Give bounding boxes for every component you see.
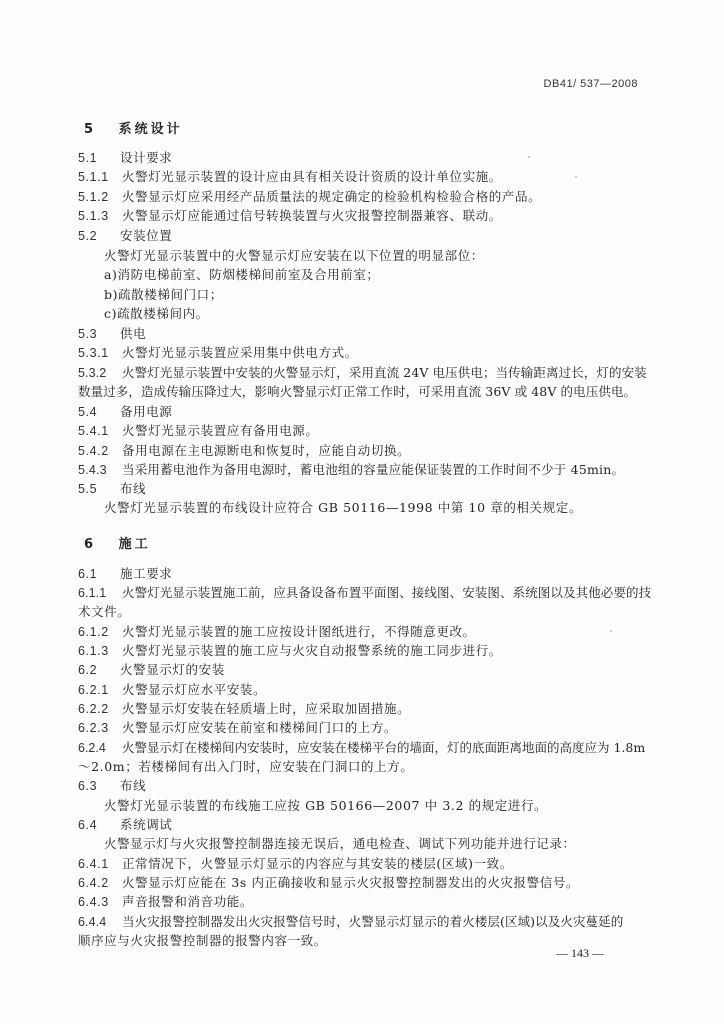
clause-line: [78, 720, 397, 736]
paragraph-line: 火警灯光显示装置中的火警显示灯应安装在以下位置的明显部位：: [104, 248, 484, 263]
clause-number: 6.3: [78, 779, 98, 793]
clause-text: 安装位置: [120, 228, 173, 243]
clause-line: [78, 817, 172, 833]
clause-text: 火警显示灯安装在轻质墙上时，应采取加固措施。: [122, 701, 411, 716]
clause-line: [78, 169, 502, 185]
clause-text: 系统调试: [120, 817, 173, 832]
clause-line: [78, 443, 410, 459]
list-item: b)疏散楼梯间门口；: [104, 287, 223, 302]
clause-line: [78, 462, 624, 478]
clause-number: 6.2: [78, 663, 98, 677]
clause-text: 火警显示灯应水平安装。: [122, 682, 267, 697]
paragraph-line: 数量过多，造成传输压降过大，影响火警显示灯正常工作时，可采用直流 36V 或 48V 的电压供电。: [78, 384, 637, 399]
clause-number: 5.4.2: [78, 444, 109, 458]
clause-line: [78, 778, 146, 794]
clause-number: 6.1.2: [78, 625, 109, 639]
clause-text: 备用电源在主电源断电和恢复时，应能自动切换。: [122, 443, 411, 458]
standard-code: DB41/ 537—2008: [543, 78, 638, 90]
paragraph-line: 火警灯光显示装置的布线施工应按 GB 50166—2007 中 3.2 的规定进行。: [104, 798, 548, 813]
clause-line: [78, 894, 253, 910]
clause-line: [78, 228, 172, 244]
clause-text: 布线: [120, 778, 147, 793]
clause-number: 6.1.1: [78, 586, 107, 600]
clause-text: 正常情况下，火警显示灯显示的内容应与其安装的楼层(区域)一致。: [122, 856, 513, 871]
clause-line: [78, 150, 172, 166]
clause-number: 6.2.2: [78, 702, 109, 716]
clause-text: 火警灯光显示装置施工前，应具备设备布置平面图、接线图、安装图、系统图以及其他必要的技: [122, 585, 652, 600]
clause-text: 供电: [120, 326, 147, 341]
clause-number: 5.4.1: [78, 424, 109, 438]
paragraph-line: 火警显示灯与火灾报警控制器连接无误后，通电检查、调试下列功能并进行记录：: [104, 836, 576, 851]
clause-number: 6.2.3: [78, 721, 109, 735]
clause-line: [78, 585, 651, 601]
clause-number: 6.2.1: [78, 683, 109, 697]
clause-text: 火警灯光显示装置应有备用电源。: [122, 423, 319, 438]
clause-number: 6.4.4: [78, 915, 107, 929]
clause-number: 6.4.3: [78, 895, 109, 909]
clause-text: 火警灯光显示装置的施工应按设计图纸进行，不得随意更改。: [122, 624, 476, 639]
clause-number: 6.1.3: [78, 644, 109, 658]
clause-number: 5.3.2: [78, 366, 107, 380]
clause-line: [78, 740, 645, 756]
scan-speck: [528, 156, 530, 158]
paragraph-line: 术文件。: [78, 604, 131, 619]
page-number: — 143 —: [556, 946, 604, 960]
section-5-title: [84, 118, 183, 137]
clause-text: 备用电源: [120, 404, 173, 419]
list-item: a)消防电梯前室、防烟楼梯间前室及合用前室；: [104, 267, 380, 282]
clause-text: 施工要求: [120, 566, 173, 581]
clause-text: 火警灯光显示装置的施工应与火灾自动报警系统的施工同步进行。: [122, 643, 502, 658]
list-item: c)疏散楼梯间内。: [104, 306, 209, 321]
clause-line: [78, 662, 225, 678]
clause-text: 当火灾报警控制器发出火灾报警信号时，火警显示灯显示的着火楼层(区域)以及火灾蔓延的: [122, 914, 624, 929]
scan-speck: [575, 176, 577, 178]
clause-number: 6.2.4: [78, 741, 106, 755]
clause-line: [78, 875, 579, 891]
clause-line: [78, 701, 410, 717]
clause-text: 火警显示灯应安装在前室和楼梯间门口的上方。: [122, 720, 398, 735]
clause-line: [78, 423, 319, 439]
clause-line: [78, 624, 476, 640]
clause-number: 5.3: [78, 327, 98, 341]
clause-text: 当采用蓄电池作为备用电源时，蓄电池组的容量应能保证装置的工作时间不少于 45min。: [122, 462, 625, 477]
clause-text: 火警灯光显示装置中安装的火警显示灯，采用直流 24V 电压供电；当传输距离过长，灯的安装: [122, 365, 647, 380]
clause-line: [78, 856, 513, 872]
clause-line: [78, 404, 172, 420]
clause-line: [78, 208, 502, 224]
section-heading: 系统设计: [118, 122, 183, 137]
clause-text: 设计要求: [120, 150, 173, 165]
clause-number: 5.5: [78, 482, 98, 496]
clause-number: 5.4: [78, 405, 98, 419]
paragraph-line: 火警灯光显示装置的布线设计应符合 GB 50116—1998 中第 10 章的相关规定。: [104, 500, 582, 515]
clause-number: 5.1: [78, 151, 98, 165]
clause-number: 5.1.3: [78, 209, 109, 223]
clause-number: 6.1: [78, 567, 98, 581]
clause-line: [78, 682, 266, 698]
clause-number: 5.1.2: [78, 190, 109, 204]
clause-number: 5.3.1: [78, 346, 109, 360]
clause-text: 火警显示灯应能通过信号转换装置与火灾报警控制器兼容、联动。: [122, 208, 502, 223]
section-number: 6: [84, 537, 97, 552]
paragraph-line: ～2.0m；若楼梯间有出入门时，应安装在门洞口的上方。: [78, 759, 414, 774]
paragraph-line: 顺序应与火灾报警控制器的报警内容一致。: [78, 933, 327, 948]
clause-line: [78, 643, 502, 659]
clause-number: 6.4: [78, 818, 98, 832]
clause-text: 火警显示灯应能在 3s 内正确接收和显示火灾报警控制器发出的火灾报警信号。: [122, 875, 580, 890]
section-6-title: [84, 533, 151, 552]
clause-line: [78, 189, 541, 205]
clause-text: 火警显示灯应采用经产品质量法的规定确定的检验机构检验合格的产品。: [122, 189, 542, 204]
clause-text: 火警灯光显示装置的设计应由具有相关设计资质的设计单位实施。: [122, 169, 502, 184]
scan-speck: [610, 630, 612, 632]
clause-text: 声音报警和消音功能。: [122, 894, 254, 909]
clause-text: 火警显示灯在楼梯间内安装时，应安装在楼梯平台的墙面，灯的底面距离地面的高度应为 1.8m: [122, 740, 646, 755]
clause-number: 6.4.2: [78, 876, 109, 890]
clause-line: [78, 365, 647, 381]
clause-line: [78, 345, 358, 361]
clause-line: [78, 326, 146, 342]
clause-text: 火警灯光显示装置应采用集中供电方式。: [122, 345, 358, 360]
clause-number: 5.1.1: [78, 170, 109, 184]
clause-number: 5.2: [78, 229, 98, 243]
clause-line: [78, 914, 623, 930]
clause-text: 布线: [120, 481, 147, 496]
clause-number: 5.4.3: [78, 463, 107, 477]
clause-number: 6.4.1: [78, 857, 109, 871]
clause-line: [78, 566, 172, 582]
section-heading: 施工: [118, 537, 151, 552]
section-number: 5: [84, 122, 97, 137]
clause-text: 火警显示灯的安装: [120, 662, 225, 677]
clause-line: [78, 481, 146, 497]
